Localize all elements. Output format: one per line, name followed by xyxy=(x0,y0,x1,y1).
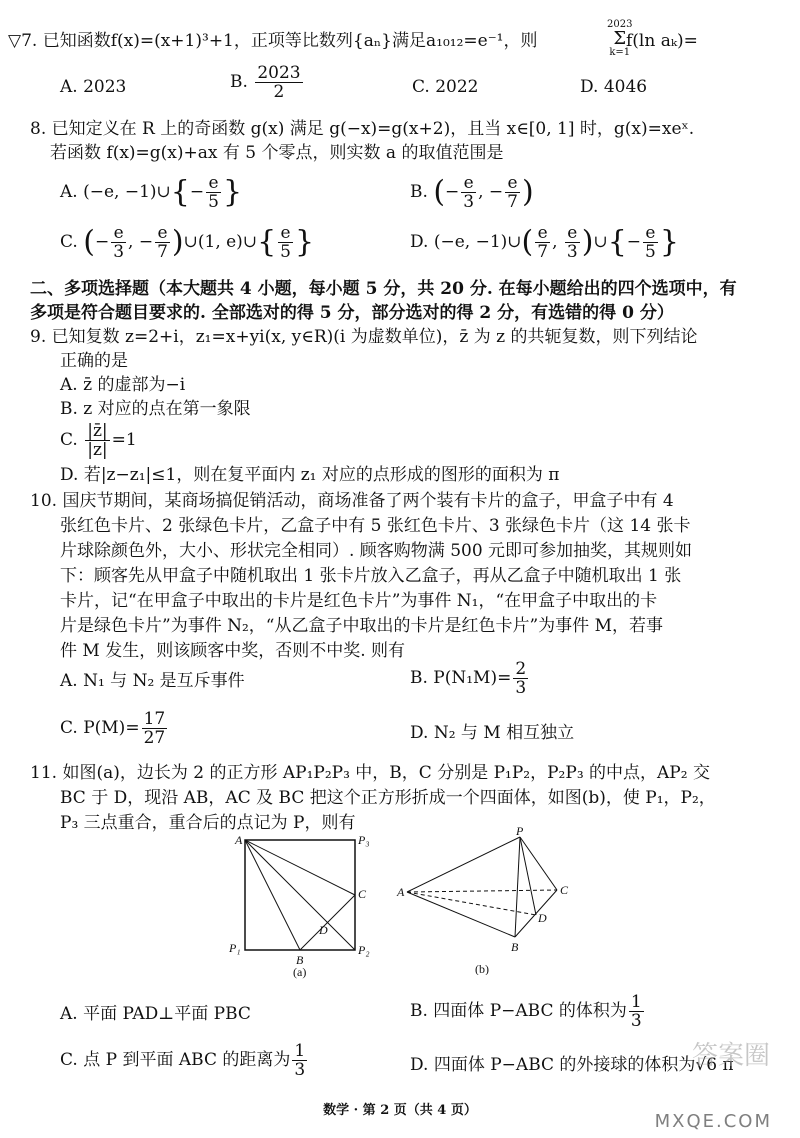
q7-text: 已知函数f(x)=(x+1)³+1，正项等比数列{aₙ}满足a₁₀₁₂=e⁻¹，则 xyxy=(42,31,538,51)
q10-line: 件 M 发生，则该顾客中奖，否则不中奖. 则有 xyxy=(60,641,406,661)
label-P: P xyxy=(516,825,524,838)
label-B: B xyxy=(511,940,519,954)
q10-option-c: C. P(M)= $\frac{17}{27}$ xyxy=(60,709,166,748)
edge-AC-hidden xyxy=(407,890,557,892)
q10-option-d: D. N₂ 与 M 相互独立 xyxy=(410,723,575,743)
q9-line1: 9. 已知复数 z=2+i，z₁=x+yi(x, y∈R)(i 为虚数单位)，z̄ 为 z 的共轭复数，则下列结论 xyxy=(30,327,698,347)
edge-PB xyxy=(515,837,520,937)
q9-line2: 正确的是 xyxy=(60,351,128,371)
q10-line: 卡片，记“在甲盒子中取出的卡片是红色卡片”为事件 N₁，“在甲盒子中取出的卡 xyxy=(60,591,658,611)
edge-AB xyxy=(407,892,515,937)
sum-upper: 2023 xyxy=(607,19,633,30)
q11-line: P₃ 三点重合，重合后的点记为 P，则有 xyxy=(60,813,356,833)
q10-option-b: B. P(N₁M)= $\frac{2}{3}$ xyxy=(410,659,527,698)
page-footer: 数学 · 第 2 页（共 4 页） xyxy=(323,1103,477,1118)
q11-option-d: D. 四面体 P−ABC 的外接球的体积为√6 π xyxy=(410,1055,734,1075)
q10-line: 张红色卡片、2 张绿色卡片，乙盒子中有 5 张红色卡片、3 张绿色卡片（这 14 张卡 xyxy=(60,516,691,536)
label-P1: P₁ xyxy=(229,941,241,955)
q7-option-b: B. $\frac{2023}{2}$ xyxy=(230,63,301,102)
label-A: A xyxy=(397,885,405,899)
q8-option-b: B. (− $\frac{e}{3}$ , − $\frac{e}{7}$ ) xyxy=(410,173,534,212)
q8-option-a: A. (−e, −1)∪{− $\frac{e}{5}$ } xyxy=(60,173,243,212)
watermark-url: MXQE.COM xyxy=(654,1111,772,1132)
q10-line: 片球除颜色外，大小、形状完全相同）. 顾客购物满 500 元即可参加抽奖，其规则如 xyxy=(60,541,693,561)
section2-heading-line2: 多项是符合题目要求的. 全部选对的得 5 分，部分选对的得 2 分，有选错的得 0 分） xyxy=(30,303,674,323)
edge-BC xyxy=(515,890,557,937)
q7-sum-tail: f(ln aₖ)= xyxy=(626,31,698,51)
q7-number: ▽7. xyxy=(8,31,38,51)
q9-option-c: C. $\frac{|z̄|}{|z|}$ =1 xyxy=(60,421,137,460)
fraction: $\frac{2023}{2}$ xyxy=(257,63,301,102)
section2-heading-line1: 二、多项选择题（本大题共 4 小题，每小题 5 分，共 20 分. 在每小题给出的四个选项中，有 xyxy=(30,279,737,299)
q10-option-a: A. N₁ 与 N₂ 是互斥事件 xyxy=(60,671,245,691)
q10-line: 10. 国庆节期间，某商场搞促销活动，商场准备了两个装有卡片的盒子，甲盒子中有 4 xyxy=(30,491,674,511)
q8-option-c: C. (− $\frac{e}{3}$ , − $\frac{e}{7}$ )∪(1, e)∪{ $\frac{e}{5}$ } xyxy=(60,223,315,262)
line-AC xyxy=(245,840,355,895)
sum-sigma: Σ xyxy=(613,28,627,49)
caption-b: (b) xyxy=(475,962,489,975)
q7-option-a: A. 2023 xyxy=(60,77,127,97)
caption-a: (a) xyxy=(293,965,307,979)
q9-option-b: B. z 对应的点在第一象限 xyxy=(60,399,251,419)
sum-lower: k=1 xyxy=(609,47,631,58)
label-C: C xyxy=(358,887,367,901)
label-A: A xyxy=(235,833,243,847)
q8-line1: 8. 已知定义在 R 上的奇函数 g(x) 满足 g(−x)=g(x+2)，且当 x∈[0, 1] 时，g(x)=xeˣ. xyxy=(30,119,695,139)
q7-option-c: C. 2022 xyxy=(412,77,479,97)
line-AP2 xyxy=(245,840,355,950)
q10-line: 片是绿色卡片”为事件 N₂，“从乙盒子中取出的卡片是红色卡片”为事件 M，若事 xyxy=(60,616,663,636)
label-B: B xyxy=(296,953,304,967)
q9-option-d: D. 若|z−z₁|≤1，则在复平面内 z₁ 对应的点形成的图形的面积为 π xyxy=(60,465,560,485)
label-P3: P₃ xyxy=(358,833,370,847)
label-C: C xyxy=(560,883,569,897)
q11-option-a: A. 平面 PAD⊥平面 PBC xyxy=(60,1004,251,1024)
line-AB xyxy=(245,840,300,950)
q10-line: 下：顾客先从甲盒子中随机取出 1 张卡片放入乙盒子，再从乙盒子中随机取出 1 张 xyxy=(60,566,682,586)
figure-a xyxy=(225,830,375,980)
q11-line: 11. 如图(a)，边长为 2 的正方形 AP₁P₂P₃ 中，B，C 分别是 P₁P₂，P₂P₃ 的中点，AP₂ 交 xyxy=(30,763,710,783)
label-P2: P₂ xyxy=(358,943,370,957)
figure-b xyxy=(395,825,580,975)
watermark-logo: 答案圈 xyxy=(691,1041,770,1071)
q8-option-d: D. (−e, −1)∪( $\frac{e}{7}$ , $\frac{e}{3}$ )∪{− $\frac{e}{5}$ } xyxy=(410,223,679,262)
q9-option-a: A. z̄ 的虚部为−i xyxy=(60,375,186,395)
q7-stem xyxy=(8,30,538,52)
q11-option-c: C. 点 P 到平面 ABC 的距离为 $\frac{1}{3}$ xyxy=(60,1041,306,1080)
edge-PA xyxy=(407,837,520,892)
label-D: D xyxy=(319,923,328,937)
label-D: D xyxy=(538,911,547,925)
q7-option-d: D. 4046 xyxy=(580,77,648,97)
q11-option-b: B. 四面体 P−ABC 的体积为 $\frac{1}{3}$ xyxy=(410,992,642,1031)
q8-line2: 若函数 f(x)=g(x)+ax 有 5 个零点，则实数 a 的取值范围是 xyxy=(50,143,504,163)
q11-line: BC 于 D，现沿 AB，AC 及 BC 把这个正方形折成一个四面体，如图(b)，使 P₁，P₂， xyxy=(60,788,716,808)
